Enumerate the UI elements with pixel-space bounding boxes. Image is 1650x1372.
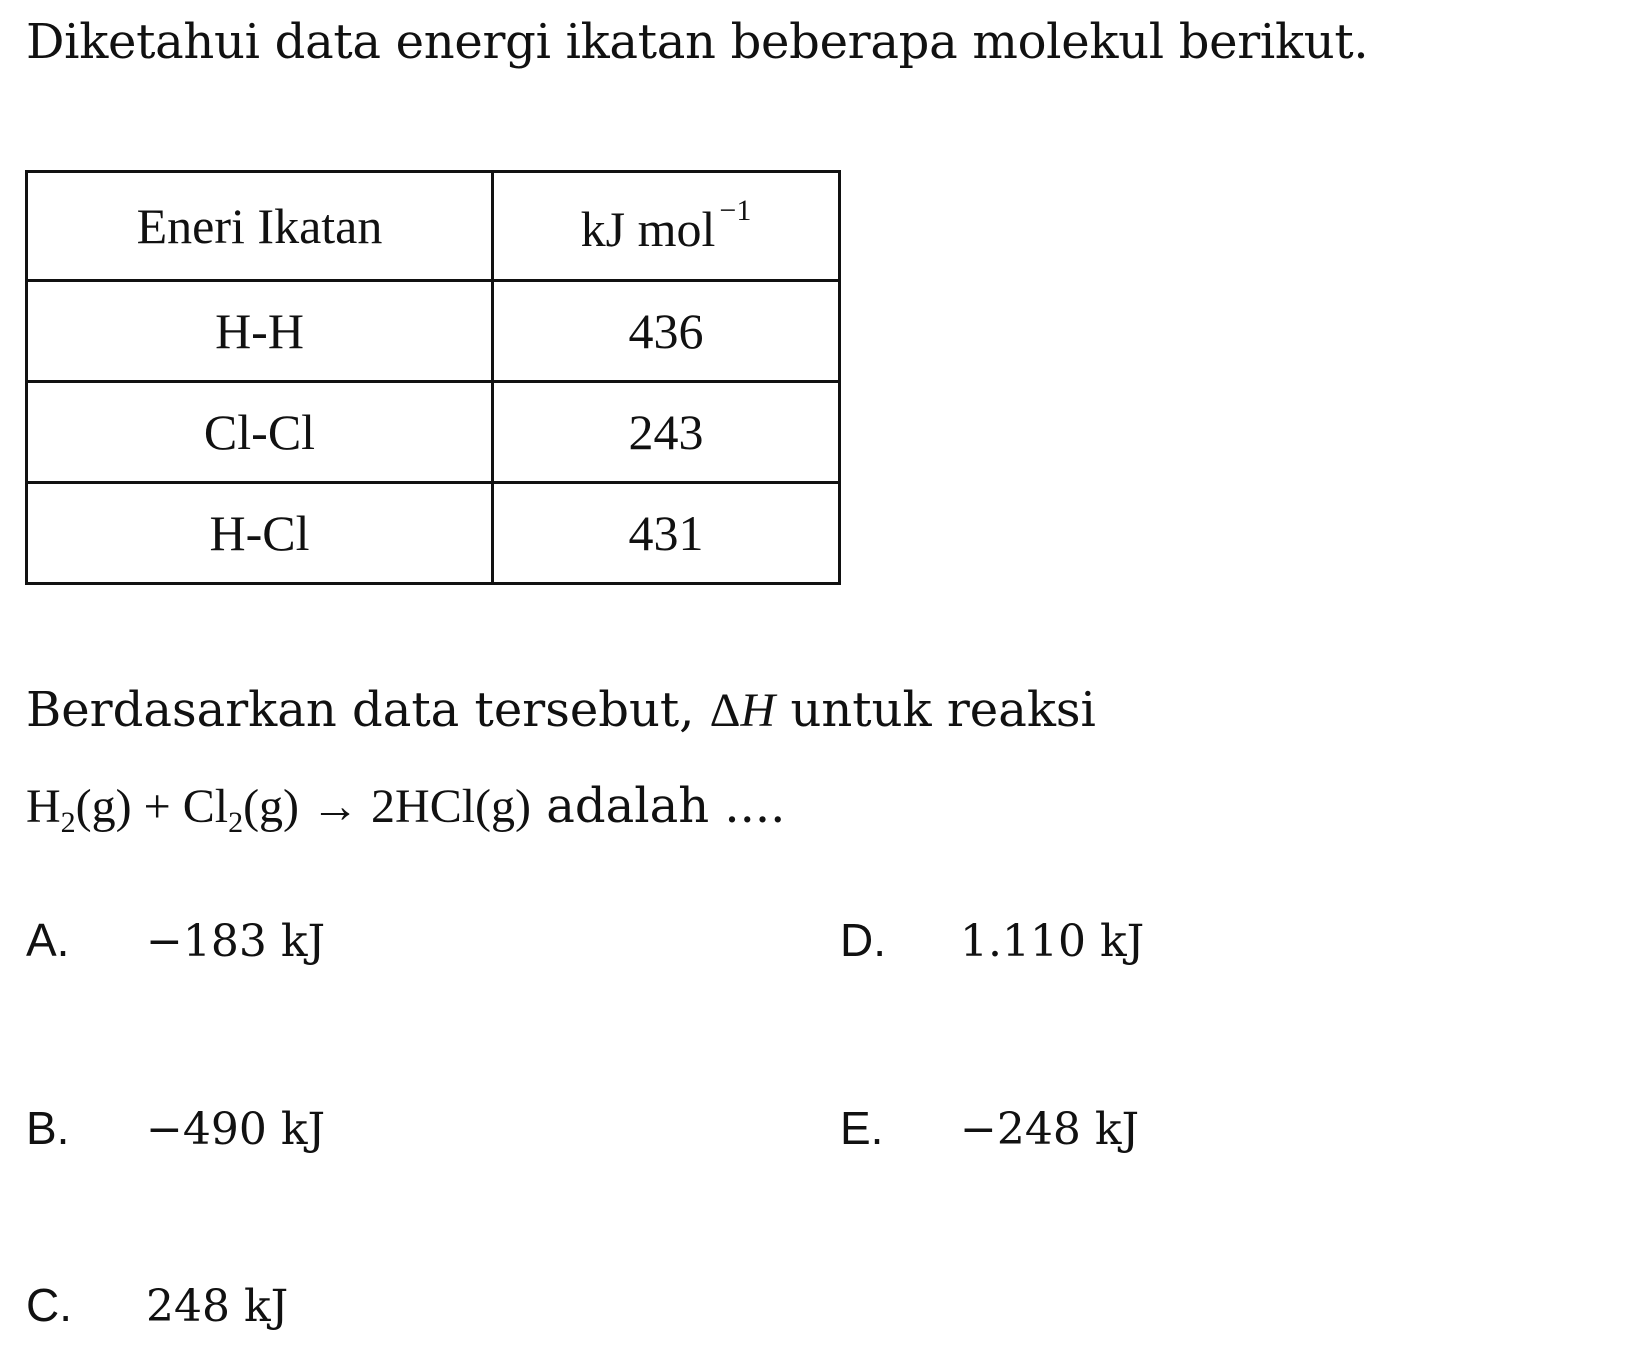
header-unit-exponent: −1 — [719, 194, 752, 227]
option-letter: E. — [840, 1102, 884, 1154]
option-c[interactable] — [26, 1275, 288, 1335]
question-prefix: Berdasarkan data tersebut, — [26, 682, 710, 738]
option-letter: C. — [26, 1279, 72, 1331]
option-letter: B. — [26, 1102, 70, 1154]
bond-name: H-Cl — [27, 483, 493, 584]
option-letter: D. — [840, 914, 886, 966]
option-value: 1.110 kJ — [960, 916, 1145, 967]
option-d[interactable] — [840, 910, 1144, 970]
option-a[interactable] — [26, 910, 325, 970]
reaction-equation — [26, 776, 785, 853]
question-intro: Diketahui data energi ikatan beberapa molekul berikut. — [26, 14, 1369, 70]
option-e[interactable] — [840, 1098, 1139, 1158]
question-suffix: untuk reaksi — [775, 682, 1096, 738]
bond-energy-table — [25, 170, 841, 585]
table-row — [27, 382, 840, 483]
bond-name: H-H — [27, 281, 493, 382]
bond-energy-value: 436 — [493, 281, 840, 382]
question-text — [26, 680, 1096, 741]
equation-part2: (g) → 2HCl(g) — [243, 780, 532, 833]
option-value: −248 kJ — [960, 1104, 1140, 1155]
table-header-row — [27, 172, 840, 281]
bond-energy-value: 243 — [493, 382, 840, 483]
equation-cl-subscript: 2 — [228, 806, 244, 839]
equation-suffix: adalah .... — [531, 778, 786, 834]
table-row — [27, 281, 840, 382]
enthalpy-variable: H — [740, 684, 776, 737]
option-letter: A. — [26, 914, 70, 966]
header-unit-text: kJ mol — [580, 201, 716, 257]
option-b[interactable] — [26, 1098, 325, 1158]
equation-h: H — [26, 780, 61, 833]
option-value: 248 kJ — [146, 1281, 289, 1332]
table-row — [27, 483, 840, 584]
bond-energy-value: 431 — [493, 483, 840, 584]
header-bond-energy: Eneri Ikatan — [27, 172, 493, 281]
option-value: −183 kJ — [146, 916, 326, 967]
delta-symbol: Δ — [709, 684, 741, 737]
header-unit — [493, 172, 840, 281]
bond-name: Cl-Cl — [27, 382, 493, 483]
equation-part1: (g) + Cl — [75, 780, 229, 833]
equation-h-subscript: 2 — [60, 806, 76, 839]
option-value: −490 kJ — [146, 1104, 326, 1155]
